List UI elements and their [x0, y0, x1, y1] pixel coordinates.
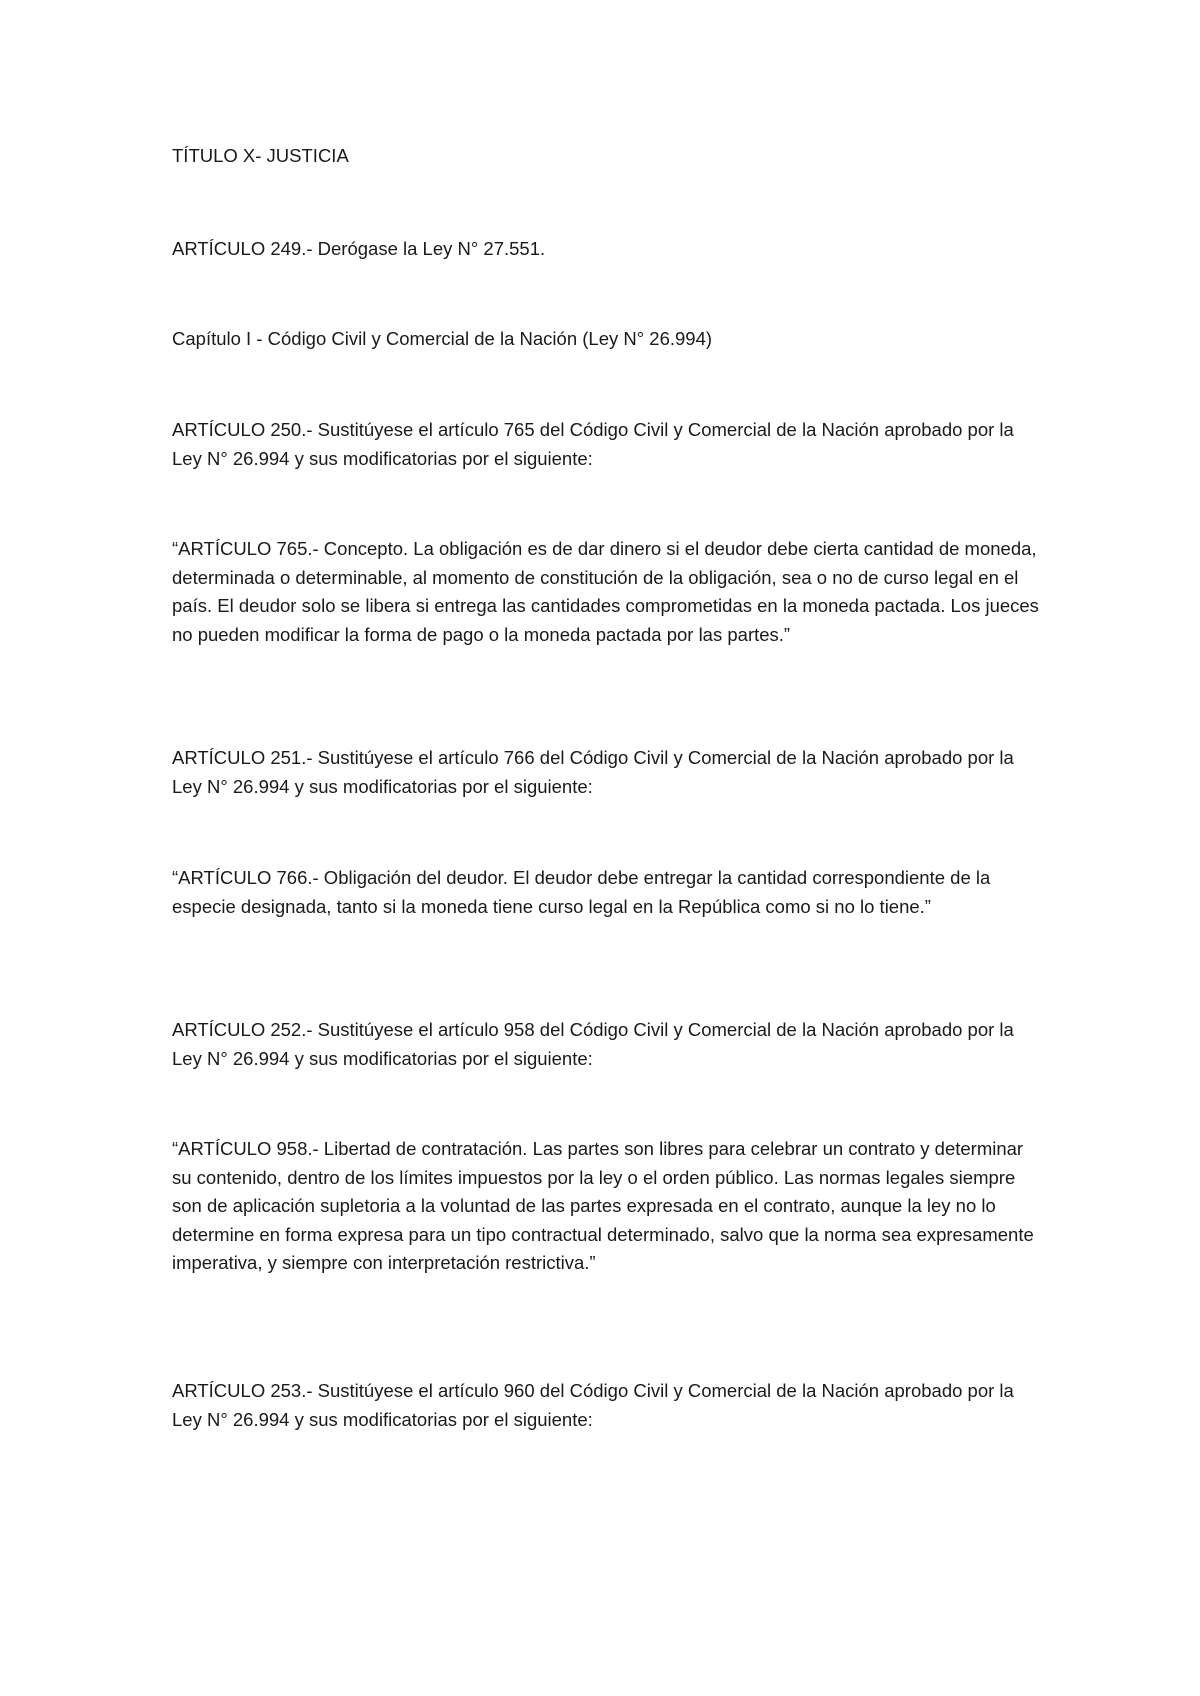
- section-title: TÍTULO X- JUSTICIA: [172, 145, 349, 166]
- article-249-paragraph: ARTÍCULO 249.- Derógase la Ley N° 27.551.: [172, 238, 546, 259]
- article-251-paragraph: ARTÍCULO 251.- Sustitúyese el artículo 766 del Código Civil y Comercial de la Nación aprobado por la Ley N° 26.994 y sus modificatorias por el siguiente:: [172, 747, 1014, 797]
- article-958-quote: “ARTÍCULO 958.- Libertad de contratación. Las partes son libres para celebrar un contrato y determinar su contenido, dentro de los límites impuestos por la ley o el orden público. Las normas legales siempre son de aplicación supletoria a la voluntad de las partes expresada en el contrato, aunque la ley no lo determine en forma expresa para un tipo contractual determinado, salvo que la norma sea expresamente imperativa, y siempre con interpretación restrictiva.”: [172, 1138, 1034, 1273]
- article-252-paragraph: ARTÍCULO 252.- Sustitúyese el artículo 958 del Código Civil y Comercial de la Nación aprobado por la Ley N° 26.994 y sus modificatorias por el siguiente:: [172, 1019, 1014, 1069]
- article-250-paragraph: ARTÍCULO 250.- Sustitúyese el artículo 765 del Código Civil y Comercial de la Nación aprobado por la Ley N° 26.994 y sus modificatorias por el siguiente:: [172, 419, 1014, 469]
- article-766-quote: “ARTÍCULO 766.- Obligación del deudor. El deudor debe entregar la cantidad correspondiente de la especie designada, tanto si la moneda tiene curso legal en la República como si no lo tiene.”: [172, 867, 991, 917]
- chapter-heading: Capítulo I - Código Civil y Comercial de la Nación (Ley N° 26.994): [172, 328, 713, 349]
- article-253-paragraph: ARTÍCULO 253.- Sustitúyese el artículo 960 del Código Civil y Comercial de la Nación aprobado por la Ley N° 26.994 y sus modificatorias por el siguiente:: [172, 1380, 1014, 1430]
- article-765-quote: “ARTÍCULO 765.- Concepto. La obligación es de dar dinero si el deudor debe cierta cantidad de moneda, determinada o determinable, al momento de constitución de la obligación, sea o no de curso legal en el país. El deudor solo se libera si entrega las cantidades comprometidas en la moneda pactada. Los jueces no pueden modificar la forma de pago o la moneda pactada por las partes.”: [172, 538, 1039, 645]
